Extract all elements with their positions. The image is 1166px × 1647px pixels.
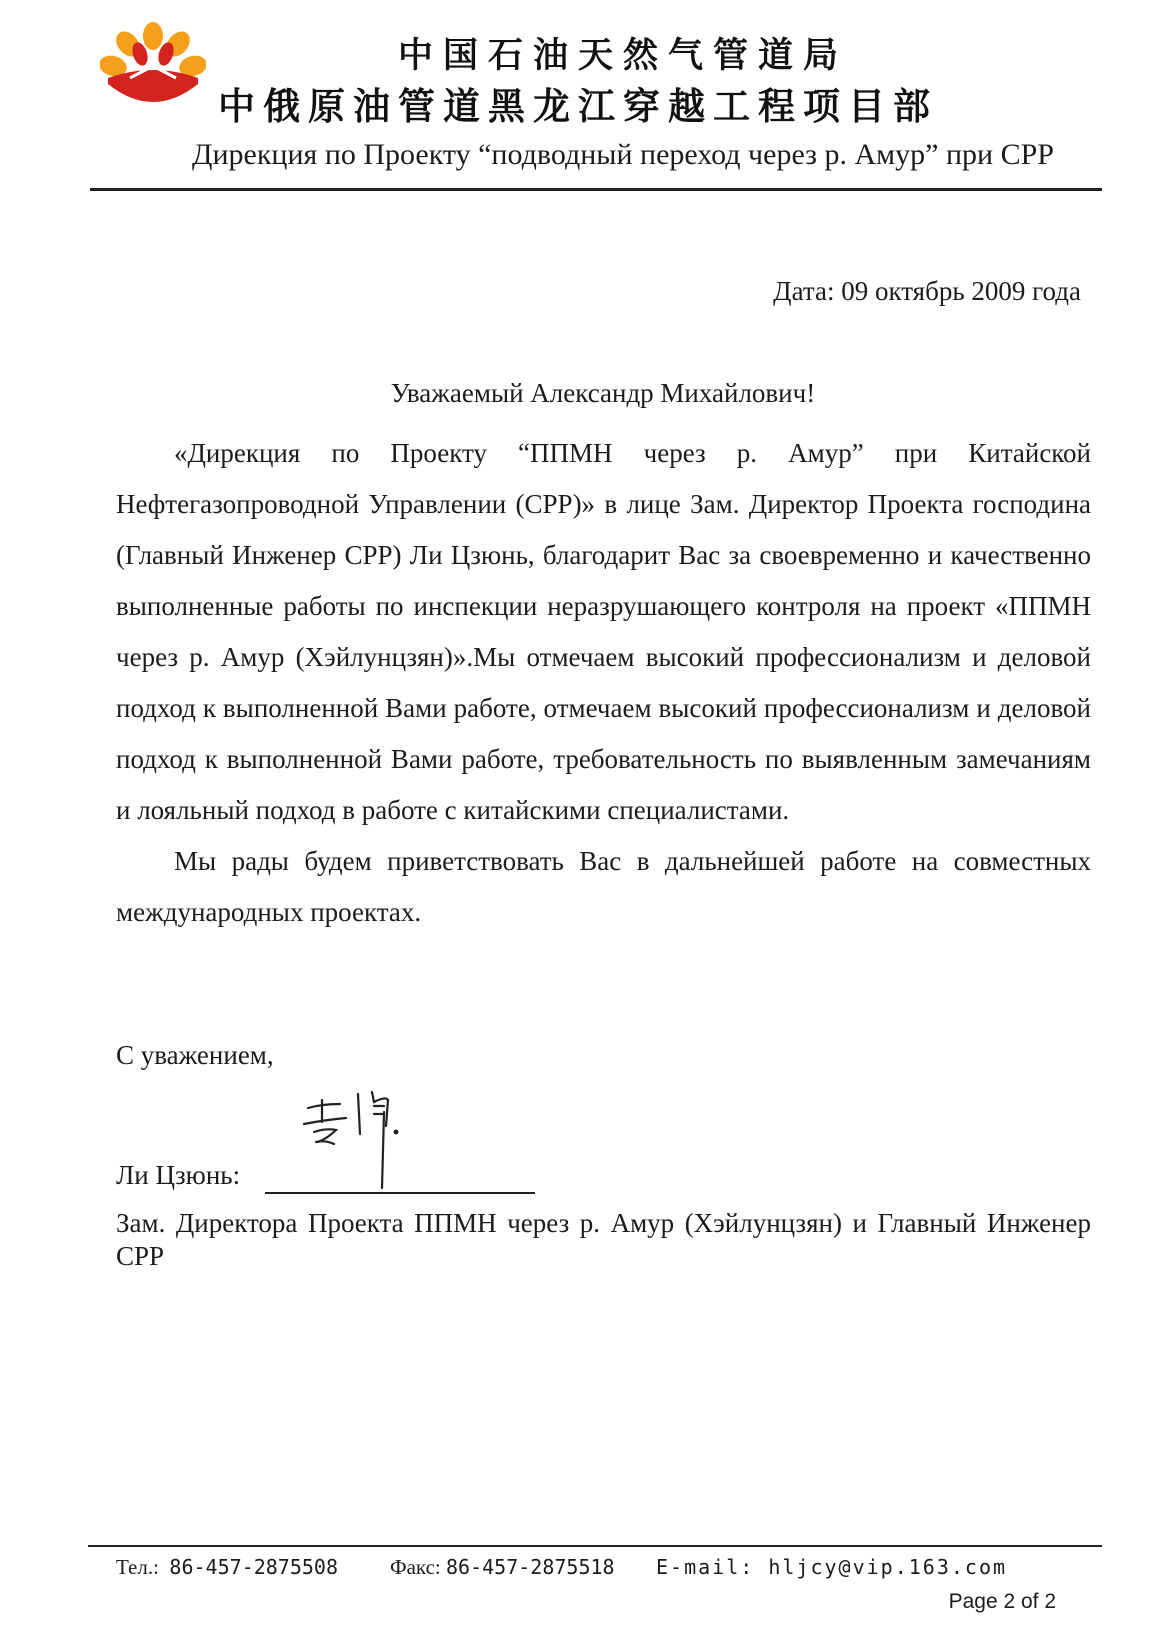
company-logo bbox=[100, 22, 206, 120]
signatory-label: Ли Цзюнь: bbox=[116, 1160, 241, 1190]
org-name-chinese: 中国石油天然气管道局 bbox=[398, 36, 849, 76]
signature-line bbox=[265, 1192, 535, 1194]
letter-date: Дата: 09 октябрь 2009 года bbox=[773, 276, 1081, 306]
handwritten-signature bbox=[300, 1082, 420, 1192]
fax-value: 86-457-2875518 bbox=[446, 1555, 615, 1579]
letter-body bbox=[116, 428, 1091, 938]
project-name-chinese: 中俄原油管道黑龙江穿越工程项目部 bbox=[218, 85, 938, 128]
phone-label: Тел.: bbox=[116, 1555, 159, 1579]
footer-phone bbox=[116, 1555, 338, 1580]
footer-email: E-mail: hljcy@vip.163.com bbox=[656, 1555, 1008, 1579]
fax-label: Факс: bbox=[390, 1555, 441, 1579]
directorate-name-russian: Дирекция по Проекту “подводный переход через р. Амур” при CPP bbox=[192, 138, 1054, 171]
signatory-title: Зам. Директора Проекта ППМН через р. Амур (Хэйлунцзян) и Главный Инженер CPP bbox=[116, 1208, 1091, 1271]
header-divider bbox=[90, 188, 1102, 191]
phone-value: 86-457-2875508 bbox=[169, 1555, 338, 1579]
page-number: Page 2 of 2 bbox=[948, 1590, 1056, 1613]
body-paragraph-1: «Дирекция по Проекту “ППМН через р. Амур” при Китайской Нефтегазопроводной Управлении (CPP)» в лице Зам. Директор Проекта господина (Главный Инженер CPP) Ли Цзюнь, благодарит Вас за своевременно и качественно выполненные работы по инспекции неразрушающего контроля на проект «ППМН через р. Амур (Хэйлунцзян)».Мы отмечаем высокий профессионализм и деловой подход к выполненной Вами работе, отмечаем высокий профессионализм и деловой подход к выполненной Вами работе, требовательность по выявленным замечаниям и лояльный подход в работе с китайскими специалистами. bbox=[116, 438, 1091, 825]
closing-phrase: С уважением, bbox=[116, 1040, 274, 1070]
greeting: Уважаемый Александр Михайлович! bbox=[390, 378, 816, 408]
footer-fax bbox=[390, 1555, 615, 1580]
body-paragraph-2: Мы рады будем приветствовать Вас в дальнейшей работе на совместных международных проектах. bbox=[116, 846, 1091, 927]
footer-divider bbox=[88, 1545, 1102, 1547]
